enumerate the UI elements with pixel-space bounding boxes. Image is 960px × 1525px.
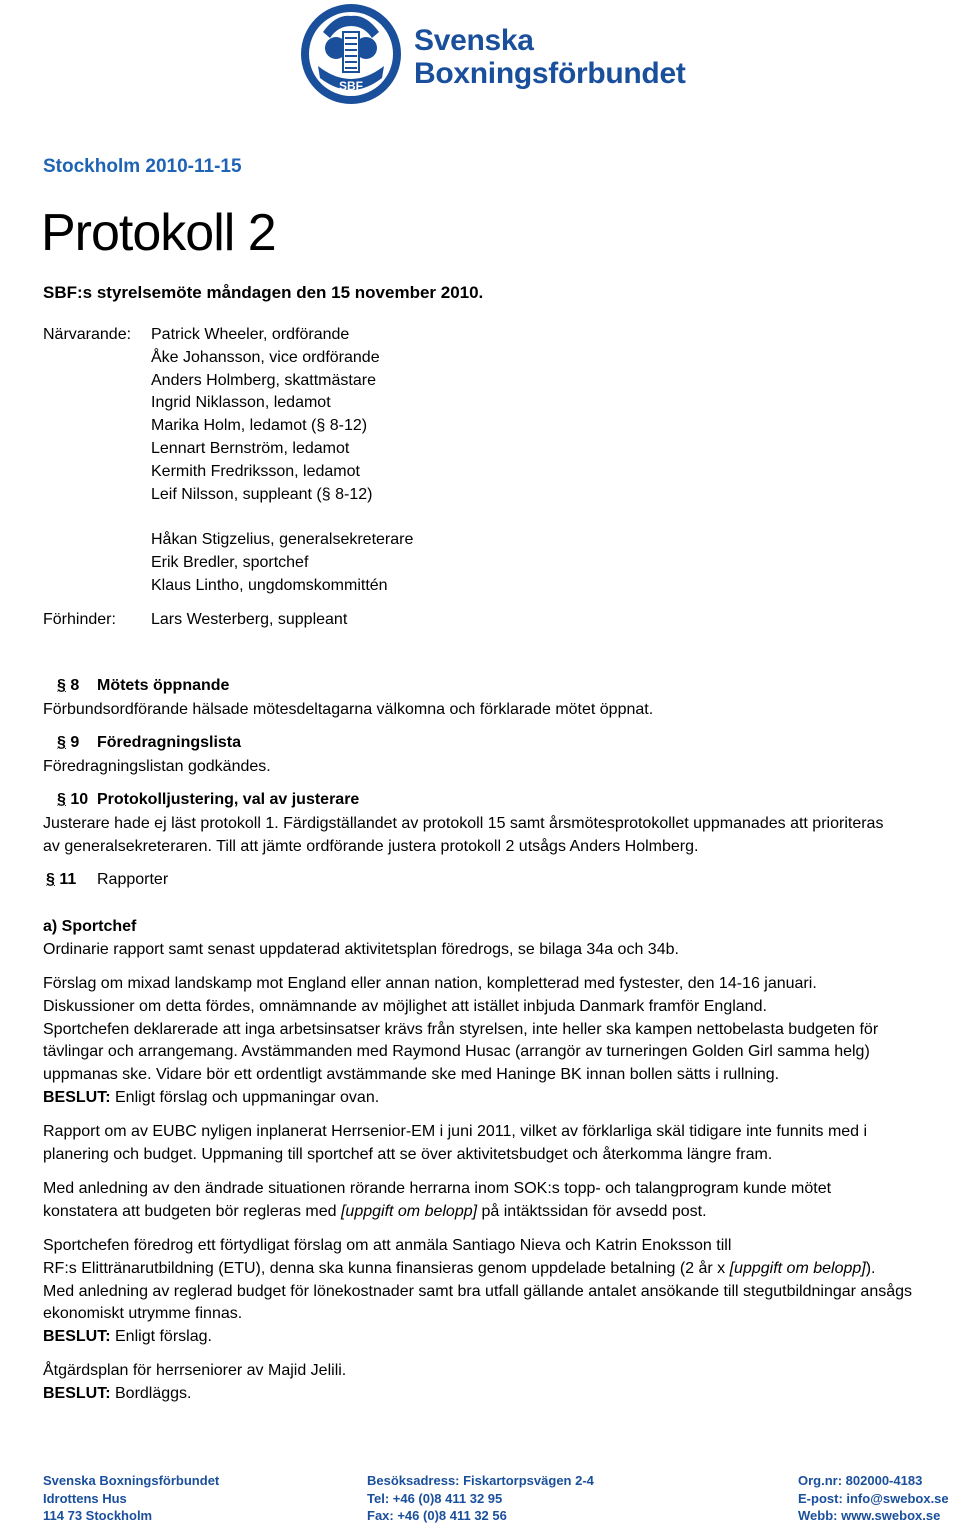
section-10-title: Protokolljustering, val av justerare: [97, 791, 360, 808]
meeting-subtitle: SBF:s styrelsemöte måndagen den 15 november 2010.: [43, 283, 484, 302]
section-8-text: Förbundsordförande hälsade mötesdeltagarna välkomna och förklarade mötet öppnat.: [43, 701, 654, 718]
section-9-number: § 9: [57, 734, 80, 751]
footer-web: Org.nr: 802000-4183 E-post: info@swebox.se Webb: www.swebox.se: [798, 1473, 949, 1523]
present-member: Marika Holm, ledamot (§ 8-12): [151, 417, 368, 435]
present-member: Patrick Wheeler, ordförande: [151, 326, 350, 343]
absent-member: Lars Westerberg, suppleant: [151, 611, 348, 628]
decision-label: BESLUT:: [43, 1088, 111, 1106]
placeholder-amount: [uppgift om belopp]: [729, 1259, 866, 1277]
present-list: [151, 324, 380, 506]
section-11-title: Rapporter: [97, 871, 169, 888]
paragraph: Ordinarie rapport samt senast uppdaterad aktivitetsplan föredrogs, se bilaga 34a och 34b.: [43, 941, 679, 958]
section-11-number: § 11: [46, 871, 77, 888]
absent-label: Förhinder:: [43, 611, 116, 628]
logo-wordmark: [414, 24, 686, 90]
svg-text:SBF: SBF: [339, 79, 363, 93]
present-member: Anders Holmberg, skattmästare: [151, 371, 376, 389]
footer-contact: Besöksadress: Fiskartorpsvägen 2-4 Tel: +46 (0)8 411 32 95 Fax: +46 (0)8 411 32 56: [367, 1473, 594, 1523]
staff-list: [151, 529, 413, 597]
place-date: Stockholm 2010-11-15: [43, 156, 242, 177]
present-label: Närvarande:: [43, 326, 132, 343]
present-member: Ingrid Niklasson, ledamot: [151, 394, 331, 412]
logo-line-2: Boxningsförbundet: [414, 57, 686, 90]
paragraph: Åtgärdsplan för herrseniorer av Majid Jelili. BESLUT: Bordläggs.: [43, 1360, 959, 1406]
present-member: Åke Johansson, vice ordförande: [151, 348, 380, 366]
present-member: Lennart Bernström, ledamot: [151, 439, 350, 457]
section-10-text: Justerare hade ej läst protokoll 1. Färdigställandet av protokoll 15 samt årsmötesprotokollet uppmanades att prioriteras av generalsekreteraren. Till att jämte ordförande justera protokoll 2 utsågs Anders Holmberg.: [43, 815, 884, 855]
footer-address: Svenska Boxningsförbundet Idrottens Hus 114 73 Stockholm: [43, 1473, 220, 1523]
decision-line: BESLUT: Enligt förslag.: [43, 1328, 212, 1346]
decision-line: BESLUT: Bordläggs.: [43, 1384, 192, 1402]
logo-line-1: Svenska: [414, 24, 534, 57]
paragraph: Med anledning av den ändrade situationen rörande herrarna inom SOK:s topp- och talangprogram kunde mötet konstatera att budgeten bör regleras med [uppgift om belopp] på intäktssidan för avsedd post.: [43, 1180, 832, 1220]
paragraph: Förslag om mixad landskamp mot England eller annan nation, kompletterad med fystester, den 14-16 januari. Diskussioner om detta fördes, omnämnande av möjlighet att istället inbjuda Danmark framför England. Sportchefen deklarerade att inga arbetsinsatser krävs från styrelsen, inte heller ska kampen nettobelasta budgeten för tävlingar och arrangemang. Avstämmanden med Raymond Husac (arrangör av turneringen Golden Girl samma helg) uppmanas ske. Vidare bör ett ordentligt avstämmande ske med Haninge BK innan bollen sätts i rullning. BESLUT: Enligt förslag och uppmaningar ovan.: [43, 973, 959, 1110]
section-10-number: § 10: [57, 791, 89, 808]
paragraph: Rapport om av EUBC nyligen inplanerat Herrsenior-EM i juni 2011, vilket av förklarliga skäl tidigare inte funnits med i planering och budget. Uppmaning till sportchef att se över aktivitetsbudget och återkomma längre fram.: [43, 1123, 868, 1163]
sbf-seal-icon: [301, 4, 401, 104]
decision-line: BESLUT: Enligt förslag och uppmaningar ovan.: [43, 1088, 380, 1106]
present-member: Leif Nilsson, suppleant (§ 8-12): [151, 485, 373, 503]
decision-label: BESLUT:: [43, 1384, 111, 1402]
section-8-title: Mötets öppnande: [97, 677, 230, 694]
placeholder-amount: [uppgift om belopp]: [340, 1202, 478, 1220]
staff-member: Klaus Lintho, ungdomskommittén: [151, 576, 388, 594]
page-title: Protokoll 2: [41, 204, 276, 262]
present-member: Kermith Fredriksson, ledamot: [151, 462, 360, 480]
section-9-text: Föredragningslistan godkändes.: [43, 758, 271, 775]
staff-member: Erik Bredler, sportchef: [151, 553, 309, 571]
paragraph: Sportchefen föredrog ett förtydligat förslag om att anmäla Santiago Nieva och Katrin Enoksson till RF:s Elittränarutbildning (ETU), denna ska kunna finansieras genom uppdelade betalning (2 år x [uppgift om belopp]). Med anledning av reglerad budget för lönekostnader samt bra utfall gällande antalet ansökande till stegutbildningar ansågs ekonomiskt utrymme finnas. BESLUT: Enligt förslag.: [43, 1235, 959, 1349]
staff-member: Håkan Stigzelius, generalsekreterare: [151, 531, 414, 548]
decision-label: BESLUT:: [43, 1328, 111, 1346]
section-8-number: § 8: [57, 677, 80, 694]
section-9-title: Föredragningslista: [97, 734, 242, 751]
subsection-heading: a) Sportchef: [43, 918, 137, 935]
